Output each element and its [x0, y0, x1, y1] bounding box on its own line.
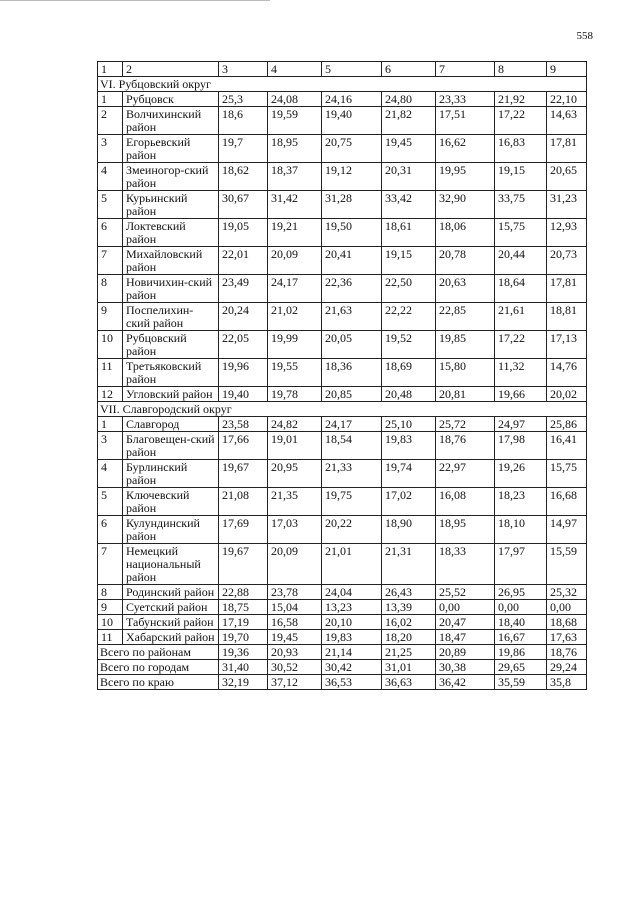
- value-cell: 17,66: [219, 432, 268, 460]
- value-cell: 19,67: [219, 460, 268, 488]
- value-cell: 19,78: [268, 387, 322, 402]
- value-cell: 22,05: [219, 331, 268, 359]
- row-number: 10: [98, 331, 123, 359]
- value-cell: 17,81: [547, 135, 587, 163]
- value-cell: 16,08: [436, 488, 495, 516]
- row-number: 3: [98, 432, 123, 460]
- value-cell: 21,92: [495, 92, 547, 107]
- row-name: Хабарский район: [123, 630, 219, 645]
- value-cell: 17,03: [268, 516, 322, 544]
- total-value-cell: 37,12: [268, 675, 322, 690]
- table-row: [98, 247, 587, 275]
- value-cell: 15,75: [495, 219, 547, 247]
- value-cell: 15,75: [547, 460, 587, 488]
- header-cell: 7: [436, 62, 495, 77]
- header-cell: 8: [495, 62, 547, 77]
- table-row: [98, 275, 587, 303]
- row-number: 6: [98, 516, 123, 544]
- table-row: [98, 359, 587, 387]
- value-cell: 18,90: [382, 516, 436, 544]
- value-cell: 20,47: [436, 615, 495, 630]
- page-number: 558: [576, 30, 593, 42]
- value-cell: 18,47: [436, 630, 495, 645]
- value-cell: 21,63: [322, 303, 382, 331]
- value-cell: 20,02: [547, 387, 587, 402]
- value-cell: 15,80: [436, 359, 495, 387]
- value-cell: 0,00: [547, 600, 587, 615]
- value-cell: 31,42: [268, 191, 322, 219]
- section-row: [98, 402, 587, 417]
- value-cell: 20,81: [436, 387, 495, 402]
- value-cell: 18,81: [547, 303, 587, 331]
- value-cell: 0,00: [495, 600, 547, 615]
- value-cell: 18,54: [322, 432, 382, 460]
- value-cell: 20,09: [268, 544, 322, 585]
- value-cell: 19,95: [436, 163, 495, 191]
- value-cell: 24,82: [268, 417, 322, 432]
- value-cell: 17,98: [495, 432, 547, 460]
- value-cell: 17,97: [495, 544, 547, 585]
- value-cell: 19,96: [219, 359, 268, 387]
- value-cell: 14,97: [547, 516, 587, 544]
- value-cell: 19,75: [322, 488, 382, 516]
- value-cell: 18,33: [436, 544, 495, 585]
- table-row: [98, 331, 587, 359]
- total-value-cell: 36,42: [436, 675, 495, 690]
- header-cell: 4: [268, 62, 322, 77]
- row-number: 7: [98, 544, 123, 585]
- value-cell: 17,63: [547, 630, 587, 645]
- table-row: [98, 107, 587, 135]
- value-cell: 19,01: [268, 432, 322, 460]
- total-value-cell: 20,89: [436, 645, 495, 660]
- value-cell: 19,7: [219, 135, 268, 163]
- row-number: 11: [98, 359, 123, 387]
- value-cell: 23,78: [268, 585, 322, 600]
- row-name: Егорьевский район: [123, 135, 219, 163]
- value-cell: 19,15: [382, 247, 436, 275]
- value-cell: 17,13: [547, 331, 587, 359]
- top-rule: [0, 0, 270, 1]
- row-name: Рубцовск: [123, 92, 219, 107]
- total-value-cell: 31,40: [219, 660, 268, 675]
- value-cell: 25,32: [547, 585, 587, 600]
- value-cell: 19,99: [268, 331, 322, 359]
- row-number: 8: [98, 275, 123, 303]
- total-value-cell: 36,53: [322, 675, 382, 690]
- value-cell: 25,86: [547, 417, 587, 432]
- value-cell: 32,90: [436, 191, 495, 219]
- header-cell: 2: [123, 62, 219, 77]
- row-number: 7: [98, 247, 123, 275]
- table-row: [98, 219, 587, 247]
- header-cell: 9: [547, 62, 587, 77]
- value-cell: 18,76: [436, 432, 495, 460]
- value-cell: 18,23: [495, 488, 547, 516]
- row-name: Родинский район: [123, 585, 219, 600]
- table-row: [98, 417, 587, 432]
- value-cell: 24,17: [322, 417, 382, 432]
- value-cell: 18,61: [382, 219, 436, 247]
- table-body: [98, 62, 587, 690]
- row-number: 4: [98, 163, 123, 191]
- row-name: Волчихинский район: [123, 107, 219, 135]
- row-number: 6: [98, 219, 123, 247]
- row-name: Табунский район: [123, 615, 219, 630]
- total-value-cell: 30,38: [436, 660, 495, 675]
- table-row: [98, 303, 587, 331]
- total-value-cell: 20,93: [268, 645, 322, 660]
- value-cell: 20,73: [547, 247, 587, 275]
- value-cell: 17,22: [495, 331, 547, 359]
- value-cell: 33,42: [382, 191, 436, 219]
- row-number: 3: [98, 135, 123, 163]
- value-cell: 18,37: [268, 163, 322, 191]
- value-cell: 20,09: [268, 247, 322, 275]
- value-cell: 21,61: [495, 303, 547, 331]
- value-cell: 14,63: [547, 107, 587, 135]
- table-row: [98, 191, 587, 219]
- row-number: 5: [98, 191, 123, 219]
- row-number: 1: [98, 92, 123, 107]
- row-name: Михайловский район: [123, 247, 219, 275]
- value-cell: 17,02: [382, 488, 436, 516]
- table-row: [98, 615, 587, 630]
- value-cell: 25,72: [436, 417, 495, 432]
- value-cell: 21,33: [322, 460, 382, 488]
- value-cell: 18,10: [495, 516, 547, 544]
- value-cell: 19,67: [219, 544, 268, 585]
- value-cell: 16,68: [547, 488, 587, 516]
- row-number: 9: [98, 303, 123, 331]
- total-value-cell: 21,25: [382, 645, 436, 660]
- value-cell: 20,78: [436, 247, 495, 275]
- data-table: [97, 61, 587, 690]
- value-cell: 25,52: [436, 585, 495, 600]
- total-value-cell: 29,65: [495, 660, 547, 675]
- value-cell: 15,04: [268, 600, 322, 615]
- table-row: [98, 544, 587, 585]
- header-cell: 1: [98, 62, 123, 77]
- row-name: Ключевский район: [123, 488, 219, 516]
- row-number: 12: [98, 387, 123, 402]
- value-cell: 18,20: [382, 630, 436, 645]
- value-cell: 19,45: [268, 630, 322, 645]
- value-cell: 30,67: [219, 191, 268, 219]
- value-cell: 25,10: [382, 417, 436, 432]
- value-cell: 19,83: [322, 630, 382, 645]
- value-cell: 17,69: [219, 516, 268, 544]
- value-cell: 20,41: [322, 247, 382, 275]
- value-cell: 20,75: [322, 135, 382, 163]
- value-cell: 18,36: [322, 359, 382, 387]
- total-label: Всего по районам: [98, 645, 219, 660]
- value-cell: 0,00: [436, 600, 495, 615]
- header-cell: 3: [219, 62, 268, 77]
- value-cell: 25,3: [219, 92, 268, 107]
- value-cell: 16,67: [495, 630, 547, 645]
- value-cell: 18,6: [219, 107, 268, 135]
- value-cell: 16,02: [382, 615, 436, 630]
- value-cell: 19,85: [436, 331, 495, 359]
- value-cell: 20,05: [322, 331, 382, 359]
- table-row: [98, 630, 587, 645]
- table-row: [98, 585, 587, 600]
- value-cell: 24,08: [268, 92, 322, 107]
- table-row: [98, 92, 587, 107]
- table-row: [98, 516, 587, 544]
- table-row: [98, 387, 587, 402]
- row-name: Локтевский район: [123, 219, 219, 247]
- value-cell: 22,50: [382, 275, 436, 303]
- value-cell: 18,62: [219, 163, 268, 191]
- table-row: [98, 163, 587, 191]
- total-value-cell: 30,52: [268, 660, 322, 675]
- value-cell: 21,82: [382, 107, 436, 135]
- value-cell: 20,22: [322, 516, 382, 544]
- value-cell: 19,40: [219, 387, 268, 402]
- value-cell: 17,51: [436, 107, 495, 135]
- row-name: Кулундинский район: [123, 516, 219, 544]
- row-name: Благовещен-ский район: [123, 432, 219, 460]
- total-label: Всего по краю: [98, 675, 219, 690]
- value-cell: 20,31: [382, 163, 436, 191]
- value-cell: 18,95: [268, 135, 322, 163]
- value-cell: 11,32: [495, 359, 547, 387]
- value-cell: 17,19: [219, 615, 268, 630]
- row-name: Славгород: [123, 417, 219, 432]
- value-cell: 24,16: [322, 92, 382, 107]
- table-row: [98, 432, 587, 460]
- row-name: Новичихин-ский район: [123, 275, 219, 303]
- table-row: [98, 460, 587, 488]
- value-cell: 22,10: [547, 92, 587, 107]
- value-cell: 22,97: [436, 460, 495, 488]
- total-value-cell: 29,24: [547, 660, 587, 675]
- row-name: Курьинский район: [123, 191, 219, 219]
- value-cell: 14,76: [547, 359, 587, 387]
- total-value-cell: 19,86: [495, 645, 547, 660]
- value-cell: 16,62: [436, 135, 495, 163]
- value-cell: 20,10: [322, 615, 382, 630]
- value-cell: 19,52: [382, 331, 436, 359]
- row-name: Третьяковский район: [123, 359, 219, 387]
- value-cell: 19,05: [219, 219, 268, 247]
- value-cell: 18,06: [436, 219, 495, 247]
- value-cell: 16,58: [268, 615, 322, 630]
- section-row: [98, 77, 587, 92]
- value-cell: 12,93: [547, 219, 587, 247]
- table-row: [98, 135, 587, 163]
- value-cell: 19,83: [382, 432, 436, 460]
- value-cell: 22,01: [219, 247, 268, 275]
- value-cell: 19,12: [322, 163, 382, 191]
- total-value-cell: 19,36: [219, 645, 268, 660]
- value-cell: 13,23: [322, 600, 382, 615]
- value-cell: 21,31: [382, 544, 436, 585]
- total-value-cell: 21,14: [322, 645, 382, 660]
- row-number: 1: [98, 417, 123, 432]
- value-cell: 17,22: [495, 107, 547, 135]
- value-cell: 20,65: [547, 163, 587, 191]
- row-number: 9: [98, 600, 123, 615]
- table-row: [98, 600, 587, 615]
- section-title: VII. Славгородский округ: [98, 402, 587, 417]
- value-cell: 19,59: [268, 107, 322, 135]
- value-cell: 21,08: [219, 488, 268, 516]
- value-cell: 24,97: [495, 417, 547, 432]
- total-row: [98, 660, 587, 675]
- row-number: 5: [98, 488, 123, 516]
- value-cell: 18,64: [495, 275, 547, 303]
- value-cell: 16,83: [495, 135, 547, 163]
- value-cell: 22,36: [322, 275, 382, 303]
- row-name: Немецкий национальный район: [123, 544, 219, 585]
- value-cell: 18,40: [495, 615, 547, 630]
- value-cell: 18,95: [436, 516, 495, 544]
- row-number: 8: [98, 585, 123, 600]
- total-value-cell: 36,63: [382, 675, 436, 690]
- value-cell: 23,33: [436, 92, 495, 107]
- row-number: 2: [98, 107, 123, 135]
- value-cell: 19,26: [495, 460, 547, 488]
- value-cell: 26,95: [495, 585, 547, 600]
- value-cell: 19,66: [495, 387, 547, 402]
- header-cell: 5: [322, 62, 382, 77]
- section-title: VI. Рубцовский округ: [98, 77, 587, 92]
- total-row: [98, 675, 587, 690]
- value-cell: 19,50: [322, 219, 382, 247]
- value-cell: 23,49: [219, 275, 268, 303]
- total-value-cell: 35,8: [547, 675, 587, 690]
- value-cell: 23,58: [219, 417, 268, 432]
- row-name: Змеиногор-ский район: [123, 163, 219, 191]
- value-cell: 19,15: [495, 163, 547, 191]
- value-cell: 21,02: [268, 303, 322, 331]
- value-cell: 22,88: [219, 585, 268, 600]
- value-cell: 18,69: [382, 359, 436, 387]
- header-row: [98, 62, 587, 77]
- value-cell: 18,68: [547, 615, 587, 630]
- value-cell: 16,41: [547, 432, 587, 460]
- row-name: Суетский район: [123, 600, 219, 615]
- value-cell: 24,17: [268, 275, 322, 303]
- value-cell: 20,48: [382, 387, 436, 402]
- value-cell: 18,75: [219, 600, 268, 615]
- row-name: Поспелихин-ский район: [123, 303, 219, 331]
- total-value-cell: 35,59: [495, 675, 547, 690]
- value-cell: 22,22: [382, 303, 436, 331]
- table-row: [98, 488, 587, 516]
- value-cell: 21,35: [268, 488, 322, 516]
- value-cell: 31,28: [322, 191, 382, 219]
- row-number: 11: [98, 630, 123, 645]
- total-value-cell: 32,19: [219, 675, 268, 690]
- row-name: Рубцовский район: [123, 331, 219, 359]
- value-cell: 19,21: [268, 219, 322, 247]
- value-cell: 24,80: [382, 92, 436, 107]
- row-number: 4: [98, 460, 123, 488]
- value-cell: 19,55: [268, 359, 322, 387]
- value-cell: 20,85: [322, 387, 382, 402]
- value-cell: 15,59: [547, 544, 587, 585]
- value-cell: 20,95: [268, 460, 322, 488]
- value-cell: 21,01: [322, 544, 382, 585]
- value-cell: 20,24: [219, 303, 268, 331]
- value-cell: 24,04: [322, 585, 382, 600]
- value-cell: 19,74: [382, 460, 436, 488]
- value-cell: 26,43: [382, 585, 436, 600]
- total-value-cell: 18,76: [547, 645, 587, 660]
- value-cell: 20,63: [436, 275, 495, 303]
- value-cell: 19,70: [219, 630, 268, 645]
- total-row: [98, 645, 587, 660]
- header-cell: 6: [382, 62, 436, 77]
- total-value-cell: 30,42: [322, 660, 382, 675]
- value-cell: 22,85: [436, 303, 495, 331]
- value-cell: 19,40: [322, 107, 382, 135]
- value-cell: 20,44: [495, 247, 547, 275]
- row-name: Угловский район: [123, 387, 219, 402]
- total-value-cell: 31,01: [382, 660, 436, 675]
- value-cell: 17,81: [547, 275, 587, 303]
- value-cell: 19,45: [382, 135, 436, 163]
- row-number: 10: [98, 615, 123, 630]
- value-cell: 31,23: [547, 191, 587, 219]
- value-cell: 33,75: [495, 191, 547, 219]
- value-cell: 13,39: [382, 600, 436, 615]
- total-label: Всего по городам: [98, 660, 219, 675]
- row-name: Бурлинский район: [123, 460, 219, 488]
